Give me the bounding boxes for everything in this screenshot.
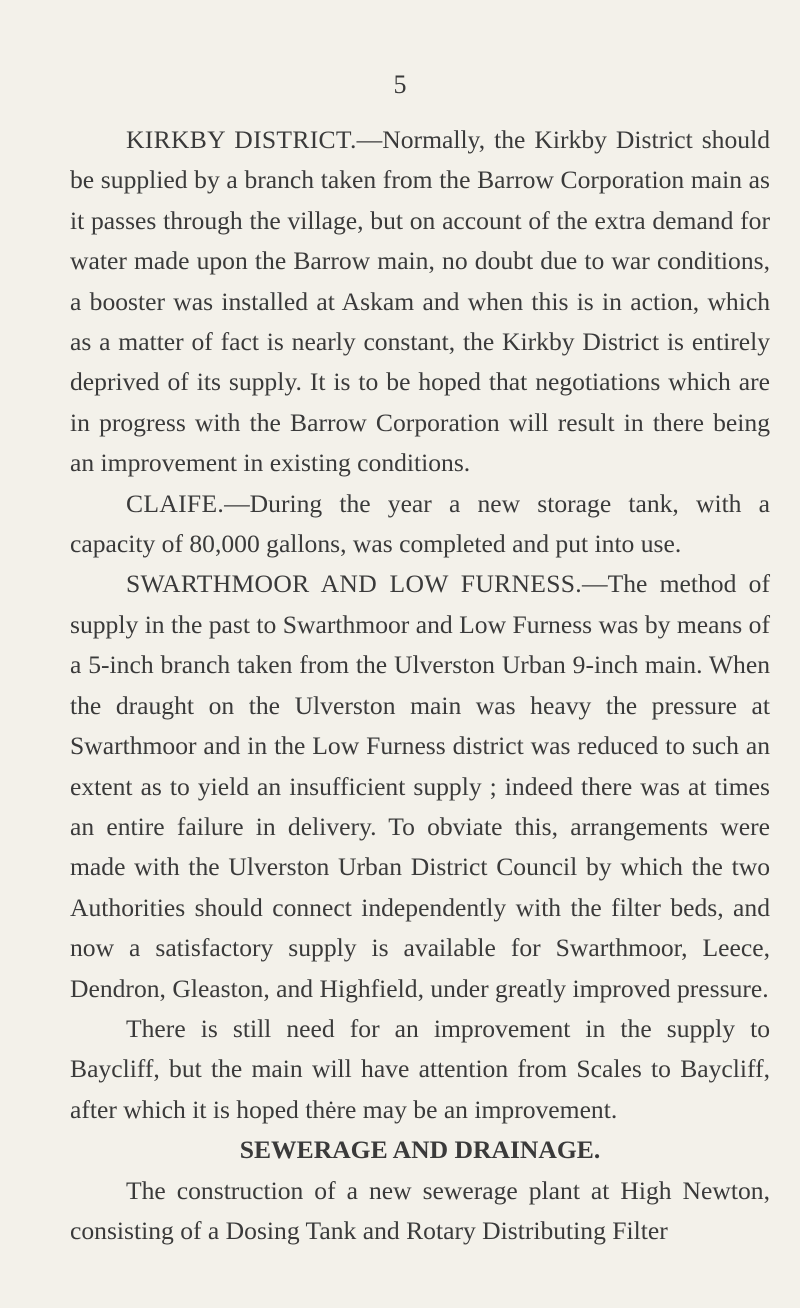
page-number: 5 bbox=[393, 70, 407, 99]
paragraph-text: —During the year a new storage tank, with a capacity of 80,000 gallons, was completed and put into use. bbox=[70, 488, 770, 559]
paragraph-baycliff bbox=[70, 1009, 770, 1130]
paragraph-text: There is still need for an improvement in the supply to Baycliff, but the main will have attention from Scales to Baycliff, after which it is hoped thėre may be an improvement. bbox=[70, 1013, 770, 1124]
paragraph-lead: CLAIFE. bbox=[126, 488, 225, 518]
section-heading: SEWERAGE AND DRAINAGE. bbox=[239, 1135, 601, 1165]
paragraph-text: —The method of supply in the past to Swarthmoor and Low Furness was by means of a 5-inch branch taken from the Ulverston Urban 9-inch main. When the draught on the Ulverston main was heavy the pressure at Swarthmoor and in the Low Furness district was reduced to such an extent as to yield an insufficient supply ; indeed there was at times an entire failure in delivery. To obviate this, arrangements were made with the Ulverston Urban District Council by which the two Authorities should connect independently with the filter beds, and now a satisfactory supply is available for Swarthmoor, Leece, Dendron, Gleaston, and Highfield, under greatly improved pressure. bbox=[70, 569, 770, 1003]
paragraph-lead: KIRKBY DISTRICT. bbox=[126, 125, 357, 154]
paragraph-text: —Normally, the Kirkby District should be supplied by a branch taken from the Barrow Corporation main as it passes through the village, but on account of the extra demand for water made upon the Barrow main, no doubt due to war conditions, a booster was installed at Askam and when this is in action, which as a matter of fact is nearly constant, the Kirkby District is entirely deprived of its supply. It is to be hoped that negotiations which are in progress with the Barrow Corporation will result in there being an improvement in existing conditions. bbox=[70, 125, 770, 478]
paragraph-claife bbox=[70, 484, 770, 565]
paragraph-lead: SWARTHMOOR AND LOW FURNESS. bbox=[126, 569, 582, 599]
paragraph-kirkby bbox=[70, 120, 770, 484]
paragraph-sewerage: The construction of a new sewerage plant at High Newton, consisting of a Dosing Tank and Rotary Distributing Filter bbox=[70, 1175, 770, 1245]
paragraph-swarthmoor bbox=[70, 564, 770, 1008]
body-text bbox=[70, 120, 770, 1251]
